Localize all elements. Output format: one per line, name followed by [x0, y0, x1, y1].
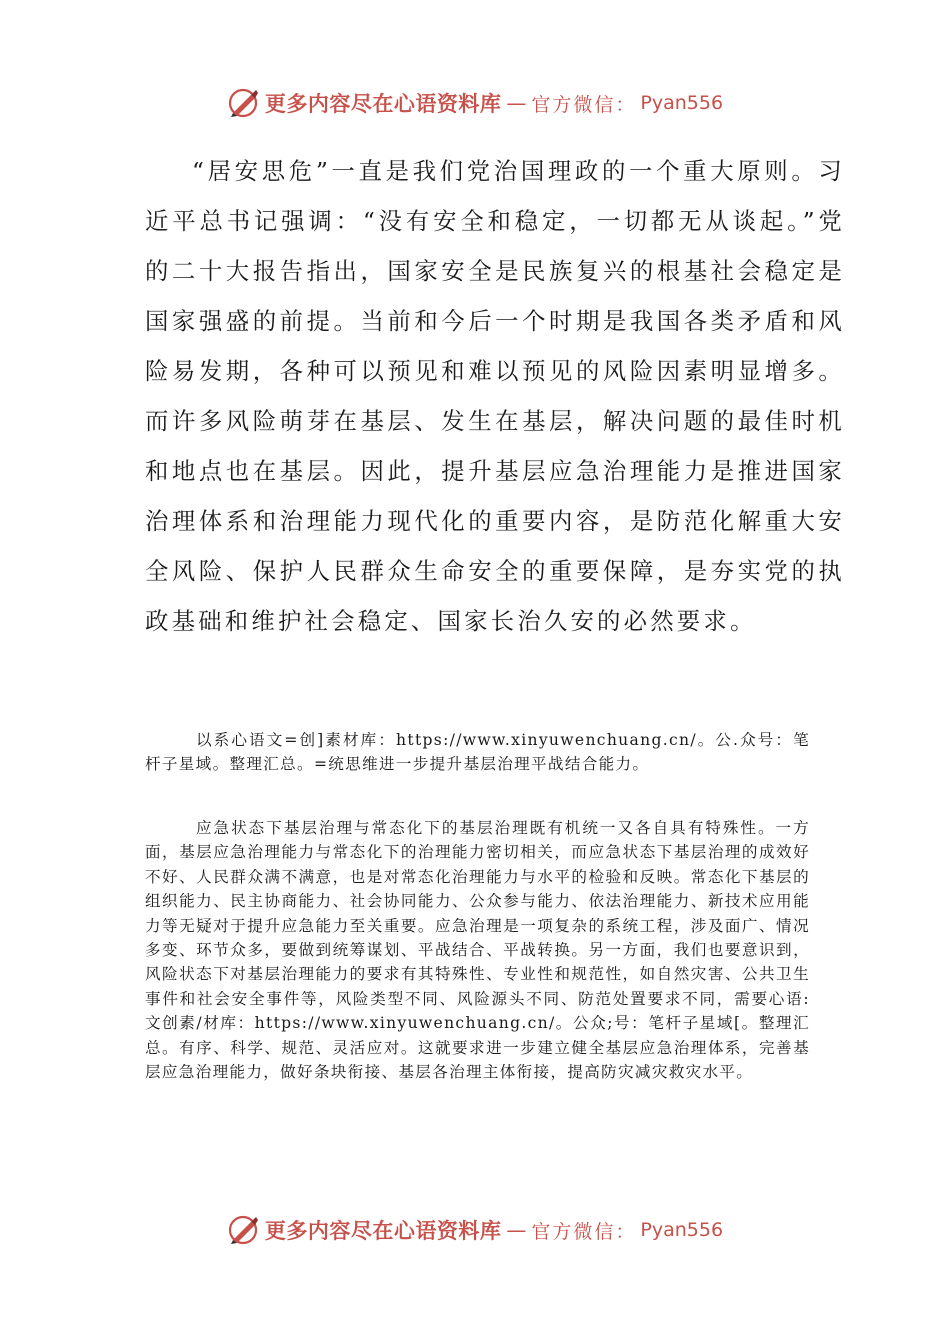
main-paragraph: “居安思危”一直是我们党治国理政的一个重大原则。习近平总书记强调：“没有安全和稳定，一切都无从谈起。”党的二十大报告指出，国家安全是民族复兴的根基社会稳定是国家强盛的前提。当前和今后一个时期是我国各类矛盾和风险易发期，各种可以预见和难以预见的风险因素明显增多。而许多风险萌芽在基层、发生在基层，解决问题的最佳时机和地点也在基层。因此，提升基层应急治理能力是推进国家治理体系和治理能力现代化的重要内容，是防范化解重大安全风险、保护人民群众生命安全的重要保障，是夯实党的执政基础和维护社会稳定、国家长治久安的必然要求。 [145, 157, 845, 635]
pen-logo-icon [227, 86, 261, 120]
source-note-paragraph: 以系心语文=创]素材库：https://www.xinyuwenchuang.cn/。公.众号：笔杆子星域。整理汇总。=统思维进一步提升基层治理平战结合能力。 [145, 731, 810, 774]
header-banner [0, 83, 950, 123]
banner-wechat-id: Pyan556 [640, 1219, 724, 1241]
pen-logo-icon [227, 1213, 261, 1247]
banner-brand: 更多内容尽在心语资料库 [264, 1218, 502, 1243]
banner-official-label: 官方微信： [531, 1220, 637, 1243]
footer-banner [0, 1210, 950, 1250]
banner-brand: 更多内容尽在心语资料库 [264, 91, 502, 116]
body-paragraph: 应急状态下基层治理与常态化下的基层治理既有机统一又各自具有特殊性。一方面，基层应急治理能力与常态化下的治理能力密切相关，而应急状态下基层治理的成效好不好、人民群众满不满意，也是对常态化治理能力与水平的检验和反映。常态化下基层的组织能力、民主协商能力、社会协同能力、公众参与能力、依法治理能力、新技术应用能力等无疑对于提升应急能力至关重要。应急治理是一项复杂的系统工程，涉及面广、情况多变、环节众多，要做到统筹谋划、平战结合、平战转换。另一方面，我们也要意识到，风险状态下对基层治理能力的要求有其特殊性、专业性和规范性，如自然灾害、公共卫生事件和社会安全事件等，风险类型不同、风险源头不同、防范处置要求不同，需要心语:文创素/材库：https://www.xinyuwenchuang.cn/。公众;号：笔杆子星域[。整理汇总。有序、科学、规范、灵活应对。这就要求进一步建立健全基层应急治理体系，完善基层应急治理能力，做好条块衔接、基层各治理主体衔接，提高防灾减灾救灾水平。 [145, 819, 810, 1082]
banner-separator: — [506, 91, 527, 115]
banner-separator: — [506, 1218, 527, 1242]
banner-wechat-id: Pyan556 [640, 92, 724, 114]
banner-official-label: 官方微信： [531, 93, 637, 116]
